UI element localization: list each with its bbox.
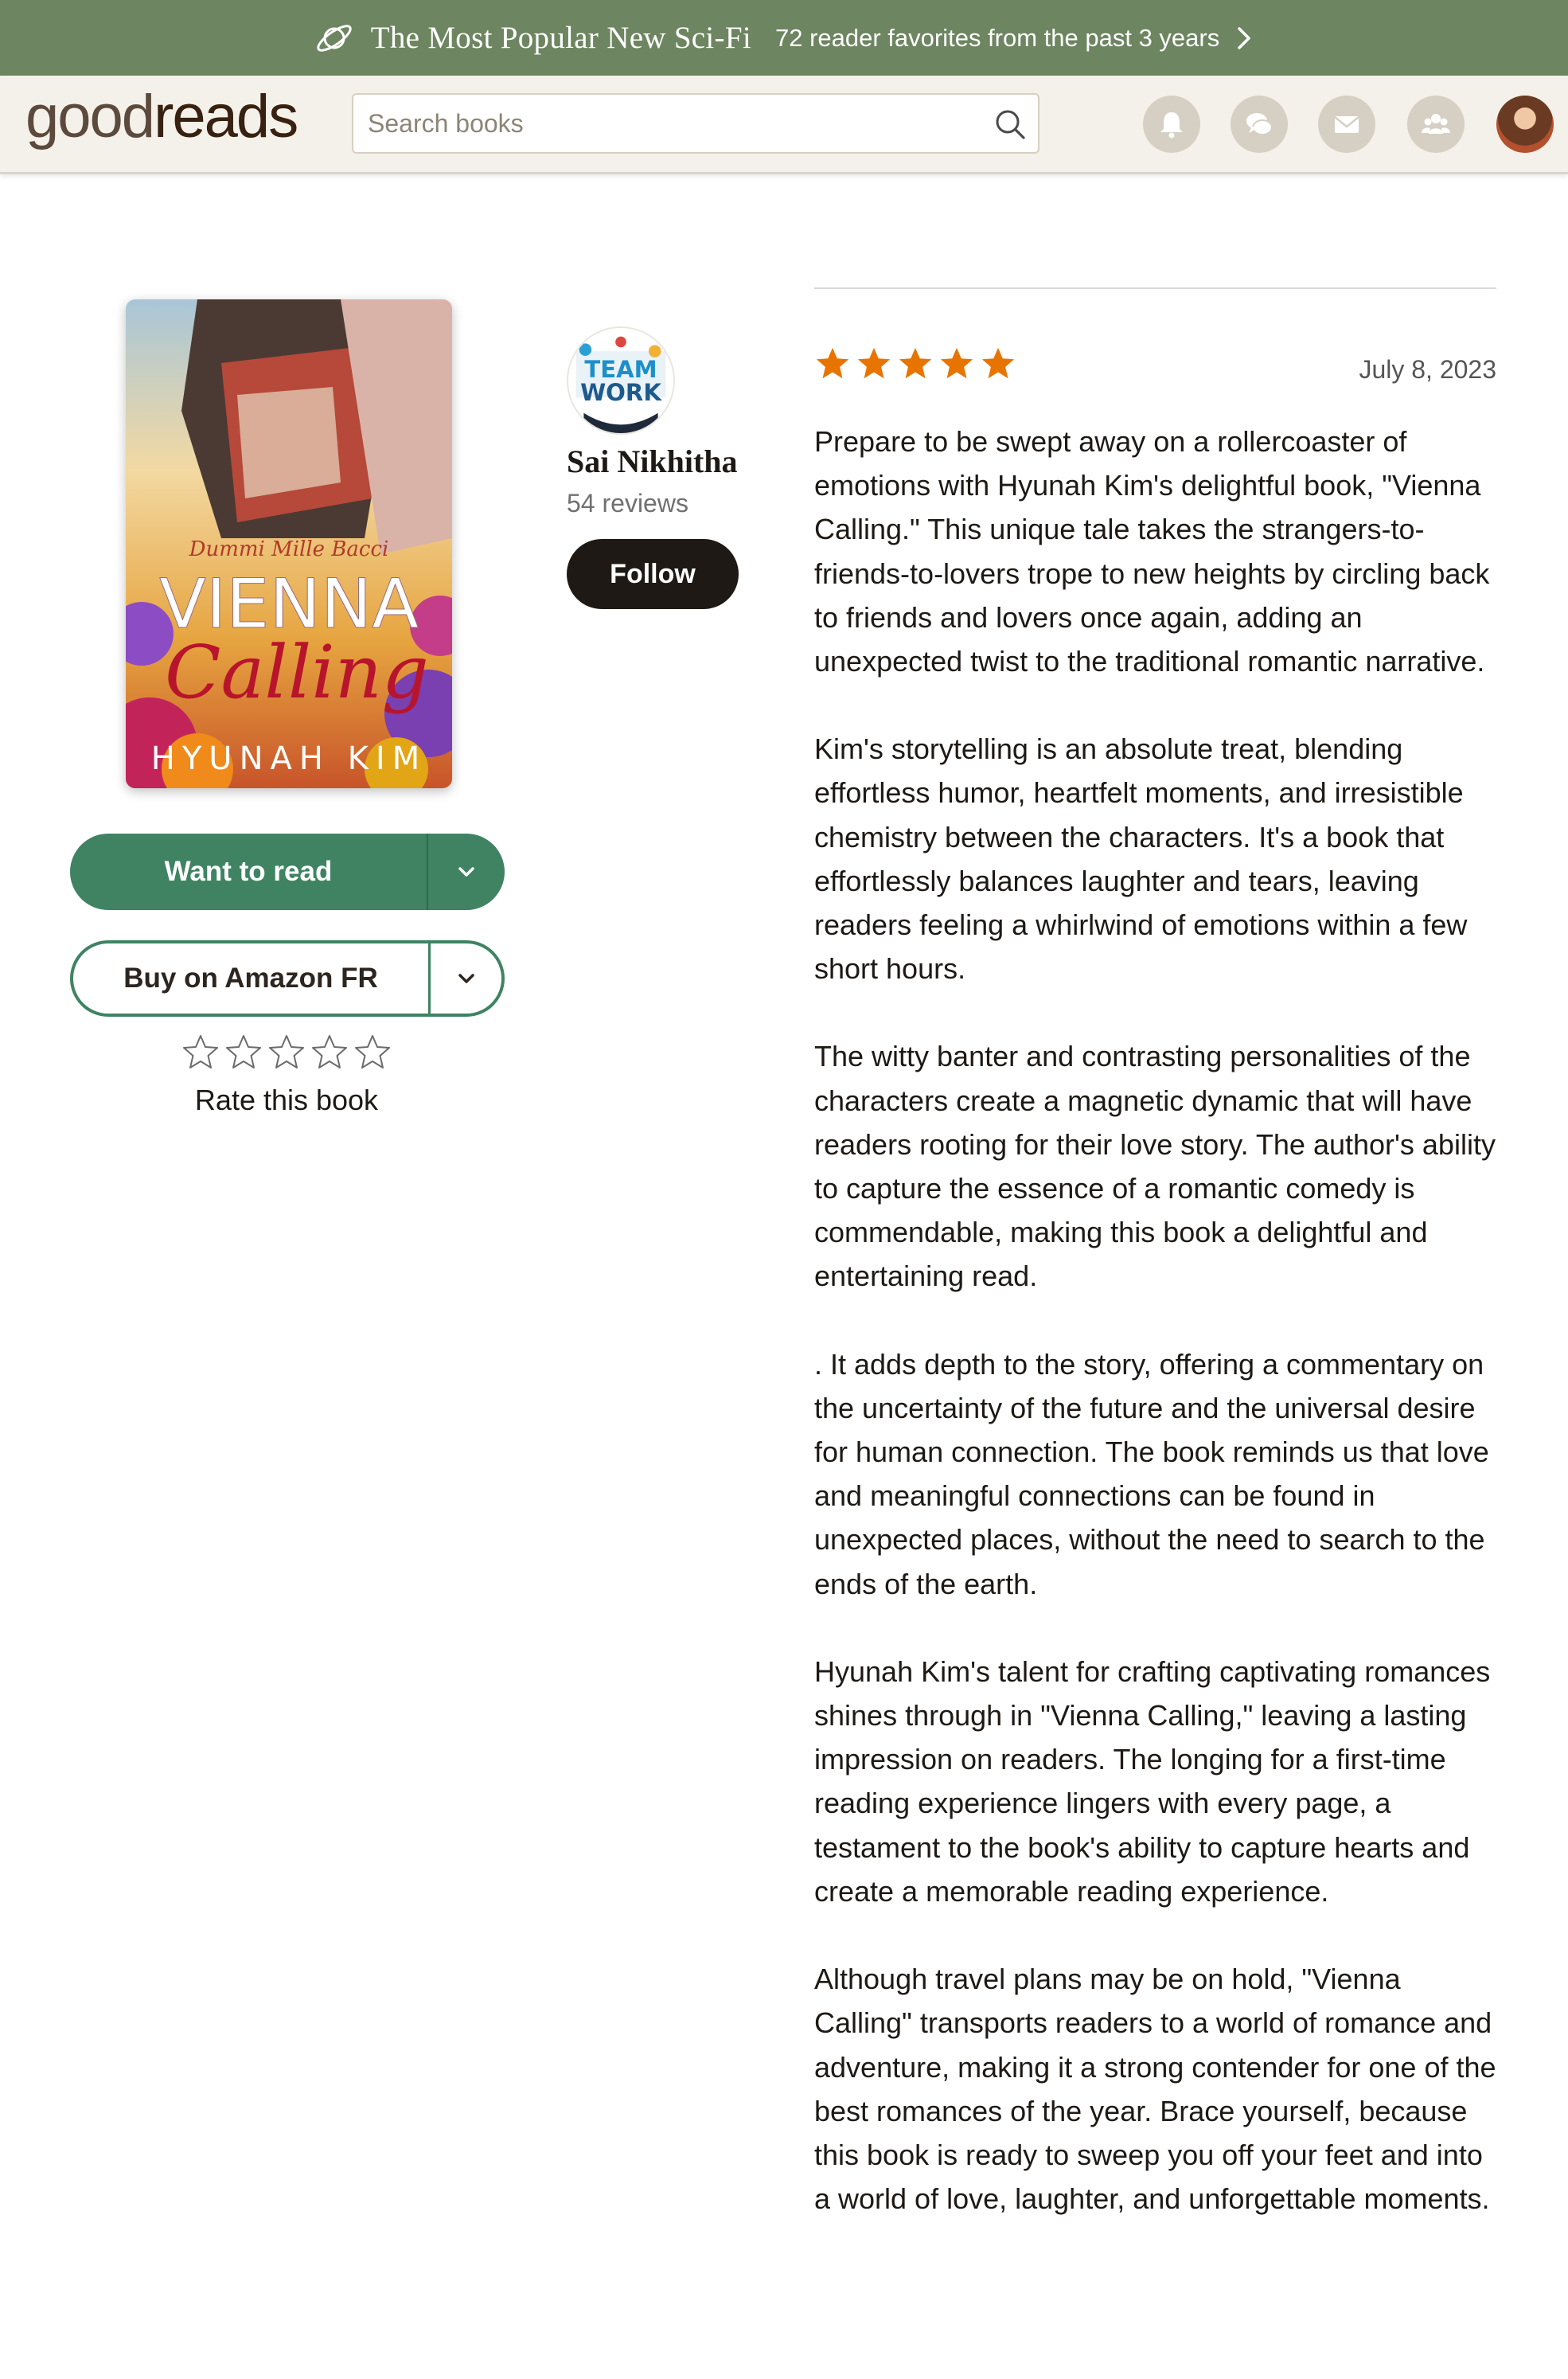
rate-star-2-icon[interactable] [224,1033,263,1072]
filled-star-icon [938,346,975,382]
friends-icon [1419,107,1453,141]
reviewer-review-count[interactable]: 54 reviews [567,489,688,518]
book-cover[interactable] [126,299,452,788]
book-cover-image [126,299,452,788]
teamwork-avatar-image [568,328,673,433]
review-paragraph: Prepare to be swept away on a rollercoaster of emotions with Hyunah Kim's delightful book, "Vienna Calling." This unique tale takes the strangers-to-friends-to-lovers trope to new heights by circling back to friends and lovers once again, adding an unexpected twist to the traditional romantic narrative. [814,425,1490,678]
svg-text:WORK: WORK [580,379,661,407]
search-input[interactable] [353,95,974,152]
rating-stars-input [181,1033,392,1073]
review-paragraph: The witty banter and contrasting personalities of the characters create a magnetic dynamic that will have readers rooting for their love story. The author's ability to capture the essence of a romantic comedy is commendable, making this book a delightful and entertaining read. [814,1040,1496,1293]
promo-banner[interactable] [0,0,1568,76]
review-paragraph: Hyunah Kim's talent for crafting captivating romances shines through in "Vienna Calling," leaving a lasting impression on readers. The longing for a first-time reading experience lingers with every page, a testament to the book's ability to capture hearts and create a memorable reading experience. [814,1654,1491,1908]
messages-button[interactable] [1318,96,1375,153]
review-paragraph: Although travel plans may be on hold, "Vienna Calling" transports readers to a world of romance and adventure, making it a strong contender for one of the best romances of the year. Brace yourself, because this book is ready to sweep you off your feet and into a world of love, laughter, and unforgettable moments. [814,1963,1496,2216]
review-text [814,420,1499,2264]
filled-star-icon [814,346,851,382]
chat-icon [1242,107,1276,141]
notifications-button[interactable] [1143,96,1200,153]
review-divider [814,287,1496,289]
filled-star-icon [980,346,1016,382]
promo-title: The Most Popular New Sci-Fi [370,21,751,55]
filled-star-icon [856,346,892,382]
review-paragraph: . It adds depth to the story, offering a commentary on the uncertainty of the future and the universal desire for human connection. The book reminds us that love and meaningful connections can be found in unexpected places, without the need to search to the ends of the earth. [814,1347,1489,1600]
chevron-down-icon [455,971,478,986]
shelf-dropdown-button[interactable] [428,864,505,880]
cover-title-line1: VIENNA [158,564,419,644]
promo-subtitle: 72 reader favorites from the past 3 years [774,23,1220,52]
chevron-down-icon [455,864,478,880]
cover-author: HYUNAH KIM [150,740,427,777]
review-paragraph: Kim's storytelling is an absolute treat, blending effortless humor, heartfelt moments, and irresistible chemistry between the characters. It's a book that effortlessly balances laughter and tears, leaving readers feeling a whirlwind of emotions within a few short hours. [814,732,1468,986]
buy-on-amazon-label: Buy on Amazon FR [123,963,378,994]
planet-icon [314,18,355,59]
site-header [0,76,1568,174]
cover-tagline: Dummi Mille Bacci [189,537,389,561]
review-date[interactable]: July 8, 2023 [1359,355,1496,384]
review-rating-stars [814,346,1016,382]
goodreads-logo[interactable]: goodreads [25,83,298,150]
follow-button[interactable]: Follow [567,539,739,609]
rate-star-3-icon[interactable] [267,1033,306,1072]
friends-button[interactable] [1407,96,1465,153]
search-box [352,93,1039,154]
profile-avatar[interactable] [1496,96,1554,153]
rate-star-5-icon[interactable] [353,1033,392,1072]
rate-star-1-icon[interactable] [181,1033,220,1072]
reviewer-name[interactable]: Sai Nikhitha [567,443,738,479]
search-icon[interactable] [993,107,1027,141]
svg-text:TEAM: TEAM [584,356,657,384]
discussions-button[interactable] [1231,96,1288,153]
buy-on-amazon-button[interactable] [70,940,505,1017]
filled-star-icon [897,346,934,382]
rate-star-4-icon[interactable] [310,1033,349,1072]
want-to-read-button[interactable] [70,834,505,910]
mail-icon [1330,107,1363,141]
cover-title-line2: Calling [165,630,429,715]
want-to-read-label: Want to read [164,856,333,887]
reviewer-avatar[interactable] [567,326,675,435]
buy-options-dropdown-button[interactable] [431,971,501,986]
chevron-right-icon [1234,24,1254,53]
bell-icon [1155,107,1188,141]
rate-this-book-label: Rate this book [194,1084,379,1116]
